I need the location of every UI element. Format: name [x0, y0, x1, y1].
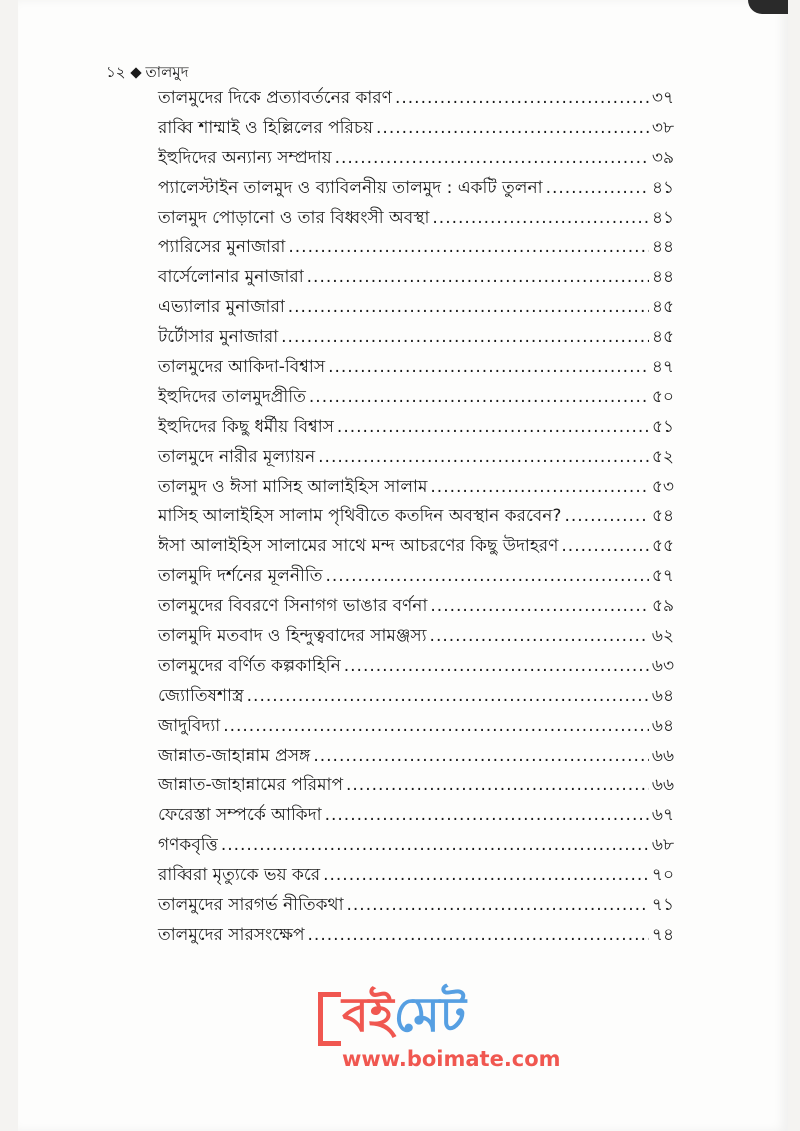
- toc-entry-page: ৫৭: [651, 566, 674, 587]
- toc-entry: [158, 595, 674, 625]
- toc-entry-page: ৪৪: [651, 267, 674, 288]
- toc-entry-title: তালমুদে নারীর মূল্যায়ন: [158, 446, 316, 467]
- toc-entry-title: রাব্বি শাম্মাই ও হিল্লিলের পরিচয়: [158, 117, 374, 138]
- dot-leader: [313, 745, 649, 769]
- watermark: [318, 984, 602, 1074]
- toc-entry-page: ৬৪: [651, 715, 674, 736]
- dot-leader: [307, 266, 649, 290]
- toc-entry-page: ৩৯: [651, 147, 674, 168]
- toc-entry-title: তালমুদি দর্শনের মূলনীতি: [158, 566, 323, 587]
- toc-entry-title: জান্নাত-জাহান্নাম প্রসঙ্গ: [158, 745, 311, 766]
- toc-entry-title: তালমুদি মতবাদ ও হিন্দুত্ববাদের সামঞ্জস্য: [158, 626, 427, 647]
- toc-entry-title: এভ্যালার মুনাজারা: [158, 297, 285, 318]
- toc-entry-page: ৪১: [651, 177, 674, 198]
- dot-leader: [561, 535, 649, 559]
- toc-entry-title: প্যালেস্টাইন তালমুদ ও ব্যাবিলনীয় তালমুদ : একটি তুলনা: [158, 177, 543, 198]
- toc-entry-title: তালমুদের বিবরণে সিনাগগ ভাঙার বর্ণনা: [158, 596, 428, 617]
- toc-entry-page: ৬৩: [651, 655, 674, 676]
- toc-entry-title: ইহুদিদের কিছু ধর্মীয় বিশ্বাস: [158, 416, 334, 437]
- dot-leader: [288, 296, 649, 320]
- dot-leader: [281, 326, 649, 350]
- dot-leader: [432, 207, 649, 231]
- toc-entry-page: ৭১: [651, 895, 674, 916]
- dot-leader: [337, 416, 649, 440]
- dot-leader: [376, 117, 649, 141]
- toc-entry: [158, 804, 674, 834]
- toc-entry: [158, 924, 674, 954]
- toc-entry-page: ৫৪: [651, 506, 674, 527]
- toc-entry-title: মাসিহ আলাইহিস সালাম পৃথিবীতে কতদিন অবস্থান করবেন?: [158, 506, 562, 527]
- watermark-logo-part2: মেট: [393, 986, 466, 1043]
- toc-entry-title: ইহুদিদের অন্যান্য সম্প্রদায়: [158, 147, 332, 168]
- dot-leader: [323, 864, 649, 888]
- toc-entry-page: ৪৫: [651, 327, 674, 348]
- toc-entry: [158, 236, 674, 266]
- dot-leader: [546, 177, 649, 201]
- dot-leader: [328, 356, 649, 380]
- table-of-contents: [158, 87, 674, 954]
- toc-entry: [158, 87, 674, 117]
- toc-entry-page: ৬৬: [651, 775, 674, 796]
- book-page: [18, 0, 788, 1131]
- toc-entry-page: ৫৫: [651, 536, 674, 557]
- toc-entry: [158, 894, 674, 924]
- toc-entry-title: ইহুদিদের তালমুদপ্রীতি: [158, 386, 306, 407]
- toc-entry-title: গণকবৃত্তি: [158, 835, 218, 856]
- toc-entry: [158, 147, 674, 177]
- toc-entry-title: জান্নাত-জাহান্নামের পরিমাপ: [158, 775, 343, 796]
- toc-entry-page: ৪৫: [651, 297, 674, 318]
- toc-entry-page: ৪১: [651, 207, 674, 228]
- dot-leader: [223, 715, 649, 739]
- book-title: তালমুদ: [145, 63, 189, 81]
- toc-entry-title: রাব্বিরা মৃত্যুকে ভয় করে: [158, 865, 321, 886]
- toc-entry-title: ফেরেস্তা সম্পর্কে আকিদা: [158, 805, 322, 826]
- dot-leader: [395, 87, 649, 111]
- dot-leader: [318, 446, 649, 470]
- toc-entry-page: ৬৬: [651, 745, 674, 766]
- toc-entry: [158, 386, 674, 416]
- toc-entry: [158, 296, 674, 326]
- page-number: ১২: [106, 63, 126, 81]
- toc-entry-page: ৫৩: [651, 476, 674, 497]
- toc-entry: [158, 326, 674, 356]
- toc-entry: [158, 834, 674, 864]
- dot-leader: [430, 595, 649, 619]
- watermark-url: www.boimate.com: [342, 1047, 561, 1072]
- dot-leader: [564, 505, 648, 529]
- toc-entry-title: তালমুদের বর্ণিত কল্পকাহিনি: [158, 655, 341, 676]
- toc-entry-title: তালমুদ ও ঈসা মাসিহ আলাইহিস সালাম: [158, 476, 428, 497]
- toc-entry: [158, 685, 674, 715]
- toc-entry: [158, 535, 674, 565]
- dot-leader: [308, 924, 649, 948]
- dot-leader: [221, 834, 649, 858]
- toc-entry-page: ৭০: [651, 865, 674, 886]
- toc-entry-page: ৭৪: [651, 924, 674, 945]
- dot-leader: [335, 147, 649, 171]
- dot-leader: [325, 565, 648, 589]
- toc-entry: [158, 476, 674, 506]
- toc-entry-page: ৪৭: [651, 357, 674, 378]
- watermark-book-icon: [318, 992, 341, 1046]
- watermark-logo: [342, 984, 602, 1046]
- toc-entry: [158, 565, 674, 595]
- toc-entry-page: ৩৮: [651, 117, 674, 138]
- toc-entry-page: ৩৭: [651, 88, 674, 108]
- dot-leader: [346, 774, 649, 798]
- toc-entry-page: ৫০: [651, 386, 674, 407]
- toc-entry: [158, 505, 674, 535]
- toc-entry-page: ৫২: [651, 446, 674, 467]
- toc-entry-title: ঈসা আলাইহিস সালামের সাথে মন্দ আচরণের কিছু উদাহরণ: [158, 536, 559, 557]
- toc-entry-page: ৬২: [651, 626, 674, 647]
- page-corner-shadow: [748, 0, 788, 14]
- dot-leader: [344, 655, 649, 679]
- running-header: [106, 62, 788, 83]
- toc-entry: [158, 745, 674, 775]
- toc-entry: [158, 446, 674, 476]
- toc-entry-page: ৬৮: [651, 835, 674, 856]
- toc-entry: [158, 625, 674, 655]
- dot-leader: [430, 625, 649, 649]
- toc-entry-page: ৫১: [651, 416, 674, 437]
- toc-entry-page: ৬৭: [651, 805, 674, 826]
- dot-leader: [309, 386, 649, 410]
- dot-leader: [430, 476, 649, 500]
- toc-entry: [158, 177, 674, 207]
- toc-entry: [158, 117, 674, 147]
- toc-entry: [158, 864, 674, 894]
- toc-entry: [158, 774, 674, 804]
- toc-entry-title: তালমুদের সারসংক্ষেপ: [158, 924, 305, 945]
- toc-entry-title: তালমুদ পোড়ানো ও তার বিধ্বংসী অবস্থা: [158, 207, 430, 228]
- toc-entry-title: তালমুদের আকিদা-বিশ্বাস: [158, 357, 326, 378]
- toc-entry: [158, 715, 674, 745]
- toc-entry-title: বার্সেলোনার মুনাজারা: [158, 267, 304, 288]
- toc-entry: [158, 416, 674, 446]
- toc-entry: [158, 207, 674, 237]
- dot-leader: [288, 236, 649, 260]
- watermark-logo-part1: বই: [342, 986, 394, 1043]
- diamond-icon: [130, 67, 141, 78]
- toc-entry-title: জাদুবিদ্যা: [158, 715, 221, 736]
- toc-entry-title: টর্টোসার মুনাজারা: [158, 327, 279, 348]
- toc-entry-title: তালমুদের সারগর্ভ নীতিকথা: [158, 895, 344, 916]
- dot-leader: [347, 894, 649, 918]
- toc-entry-title: প্যারিসের মুনাজারা: [158, 237, 286, 258]
- toc-entry-page: ৬৪: [651, 685, 674, 706]
- toc-entry: [158, 356, 674, 386]
- toc-entry-title: জ্যোতিষশাস্ত্র: [158, 685, 244, 706]
- toc-entry-page: ৪৪: [651, 237, 674, 258]
- toc-entry-page: ৫৯: [651, 596, 674, 617]
- toc-entry: [158, 266, 674, 296]
- dot-leader: [247, 685, 649, 709]
- dot-leader: [325, 804, 649, 828]
- toc-entry: [158, 655, 674, 685]
- toc-entry-title: তালমুদের দিকে প্রত্যাবর্তনের কারণ: [158, 88, 392, 108]
